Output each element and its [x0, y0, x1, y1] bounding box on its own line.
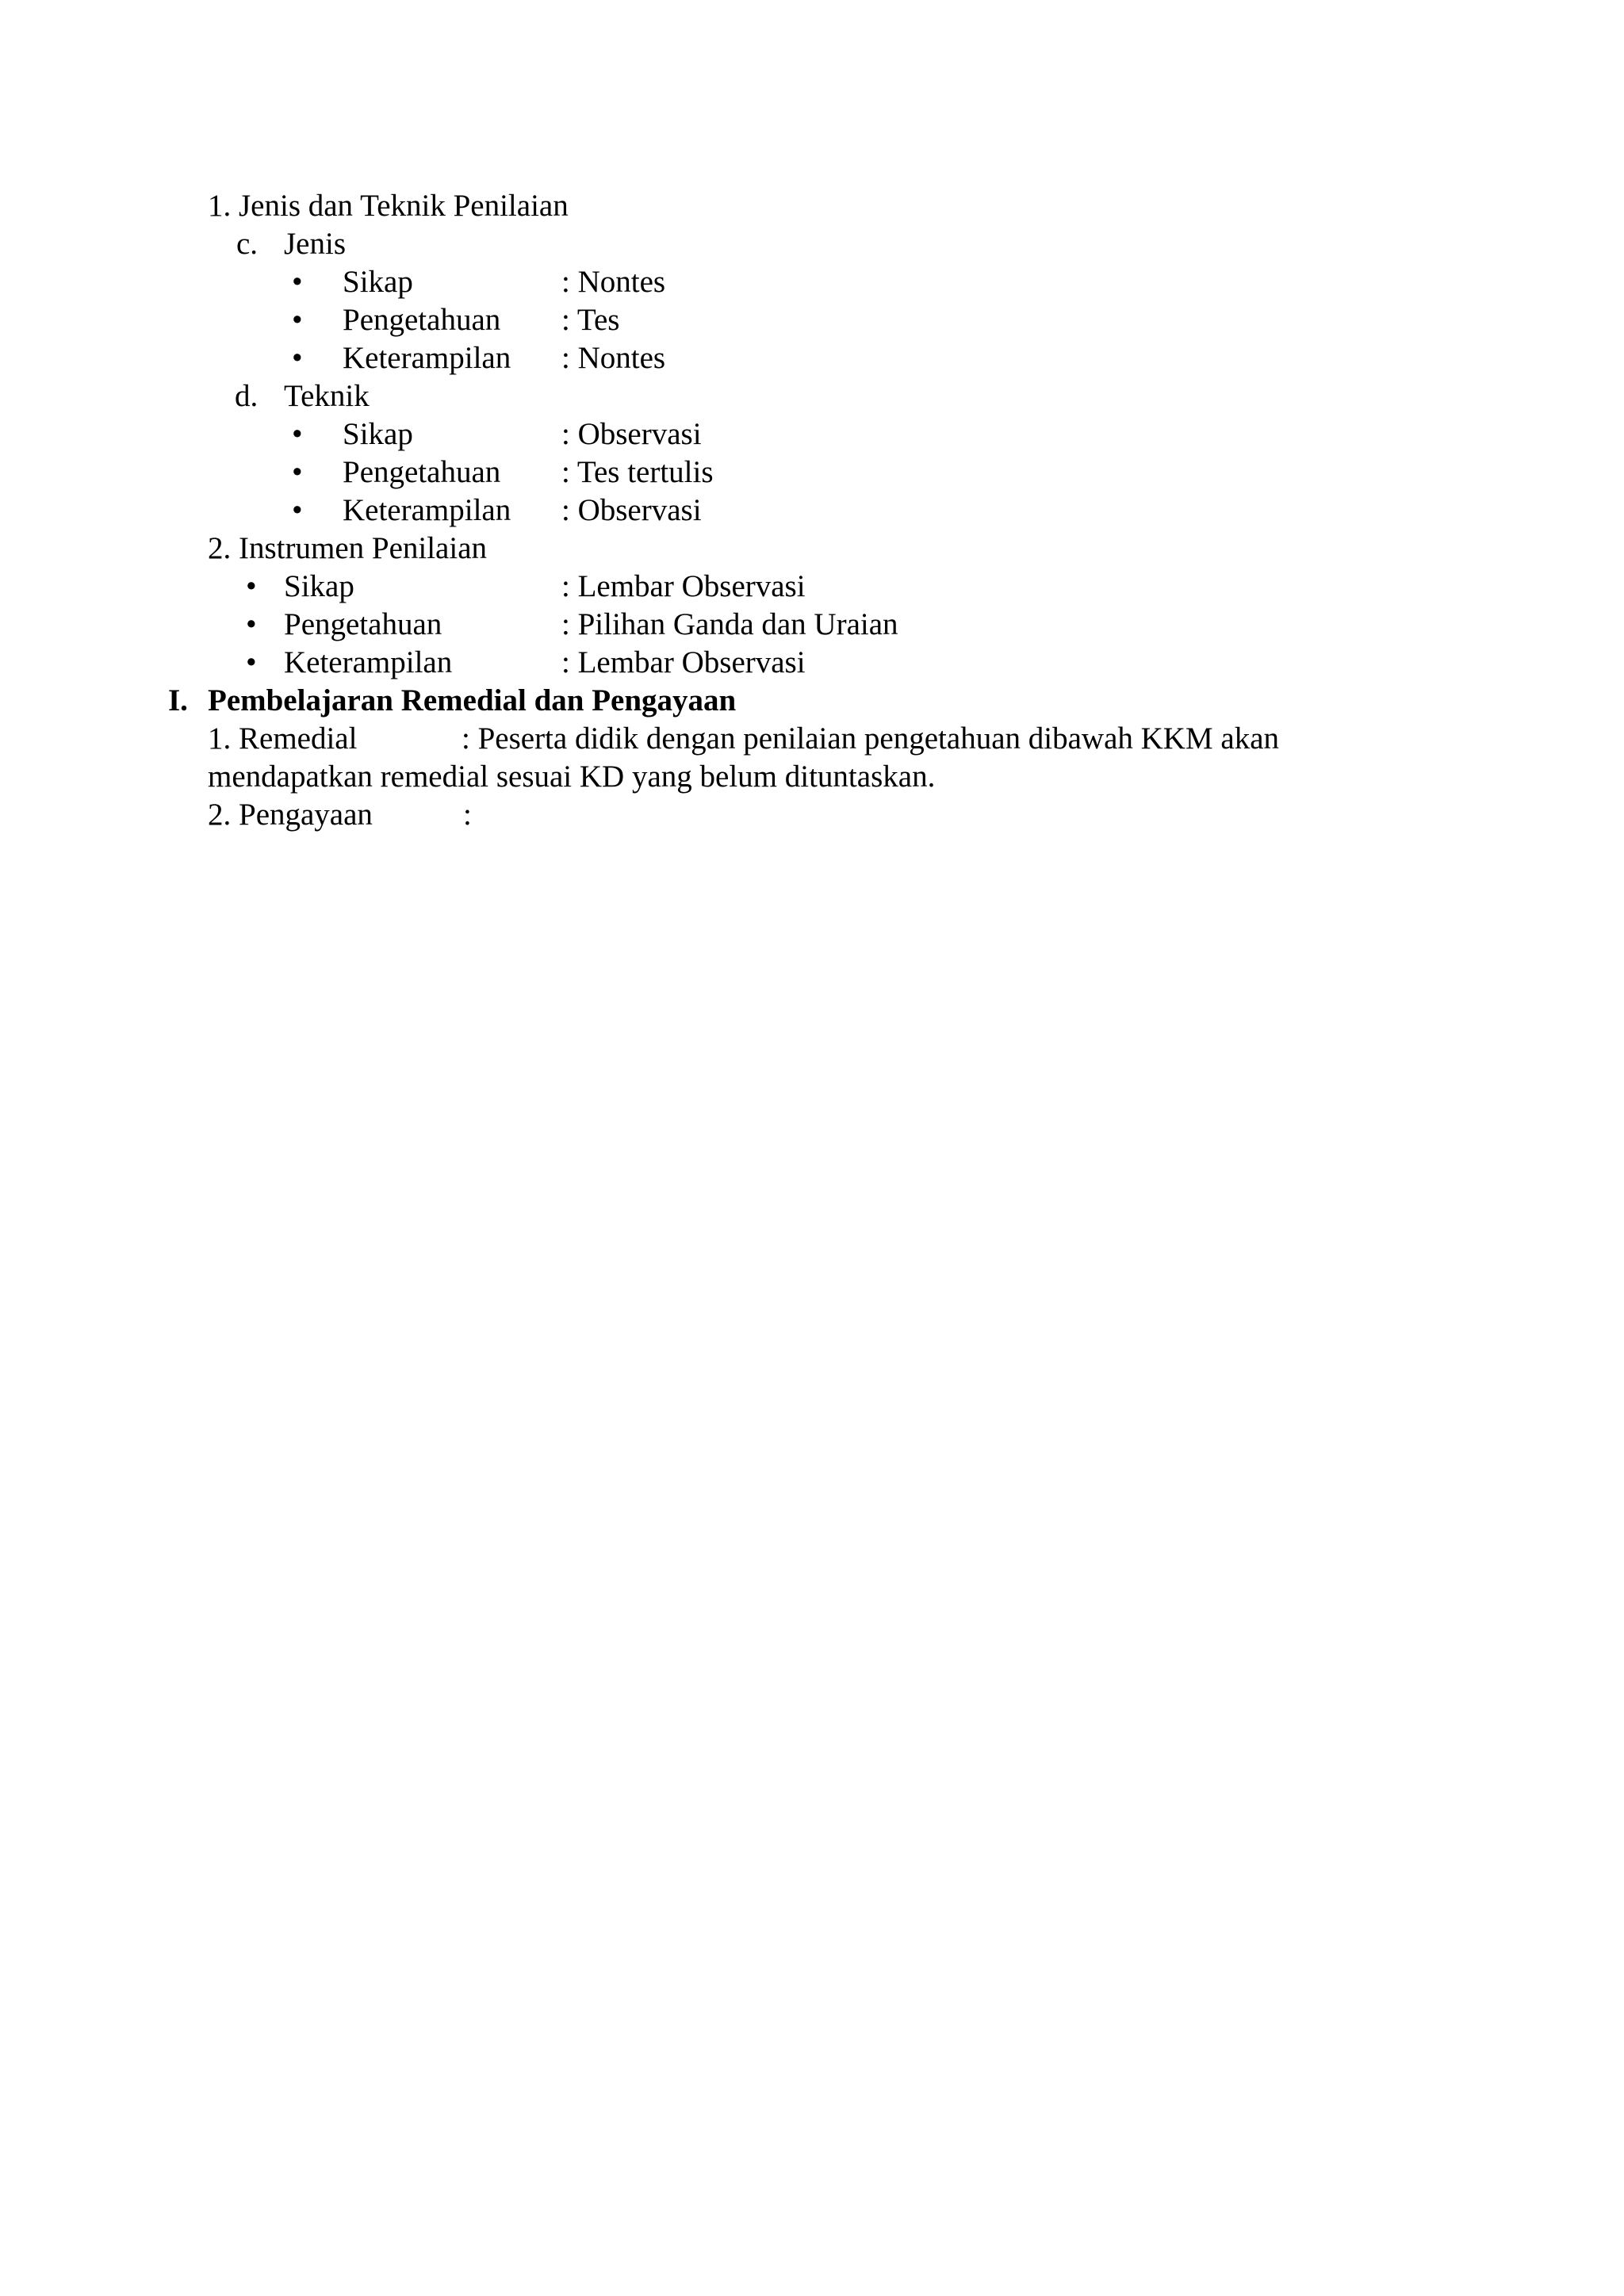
teknik-value-pengetahuan: : Tes tertulis [561, 455, 714, 489]
bullet: • [292, 303, 303, 337]
bullet: • [246, 645, 257, 679]
instrumen-value-pengetahuan: : Pilihan Ganda dan Uraian [561, 607, 898, 641]
instrumen-label-keterampilan: Keterampilan [284, 645, 453, 679]
pengayaan-value: : [463, 798, 472, 832]
pengayaan-label: 2. Pengayaan [208, 798, 373, 832]
bullet: • [246, 569, 257, 603]
section-2-heading [208, 530, 487, 568]
teknik-label-sikap: Sikap [343, 417, 413, 451]
section-1-title: Jenis dan Teknik Penilaian [239, 189, 569, 223]
sub-c-letter: c. [236, 227, 259, 261]
instrumen-label-pengetahuan: Pengetahuan [284, 607, 442, 641]
section-1-number: 1. [208, 189, 232, 223]
jenis-value-keterampilan: : Nontes [561, 341, 666, 375]
bullet: • [292, 493, 303, 527]
bullet: • [292, 455, 303, 489]
instrumen-value-sikap: : Lembar Observasi [561, 569, 806, 603]
remedial-label: 1. Remedial [208, 721, 358, 756]
bullet: • [292, 265, 303, 299]
section-2-number: 2. [208, 531, 232, 565]
bullet: • [292, 417, 303, 451]
section-I-number: I. [168, 683, 188, 718]
remedial-value-line2: mendapatkan remedial sesuai KD yang belum dituntaskan. [208, 760, 936, 794]
teknik-label-pengetahuan: Pengetahuan [343, 455, 501, 489]
teknik-value-keterampilan: : Observasi [561, 493, 702, 527]
jenis-label-sikap: Sikap [343, 265, 413, 299]
bullet: • [292, 341, 303, 375]
section-I-title: Pembelajaran Remedial dan Pengayaan [208, 683, 737, 718]
instrumen-value-keterampilan: : Lembar Observasi [561, 645, 806, 679]
sub-c-title: Jenis [284, 227, 346, 261]
section-1-heading [208, 187, 569, 225]
sub-d-title: Teknik [284, 379, 370, 413]
bullet: • [246, 607, 257, 641]
jenis-label-keterampilan: Keterampilan [343, 341, 511, 375]
remedial-value-line1: : Peserta didik dengan penilaian pengetahuan dibawah KKM akan [462, 721, 1280, 756]
jenis-label-pengetahuan: Pengetahuan [343, 303, 501, 337]
instrumen-label-sikap: Sikap [284, 569, 354, 603]
sub-d-letter: d. [235, 379, 259, 413]
teknik-value-sikap: : Observasi [561, 417, 702, 451]
section-2-title: Instrumen Penilaian [239, 531, 488, 565]
jenis-value-sikap: : Nontes [561, 265, 666, 299]
jenis-value-pengetahuan: : Tes [561, 303, 620, 337]
teknik-label-keterampilan: Keterampilan [343, 493, 511, 527]
